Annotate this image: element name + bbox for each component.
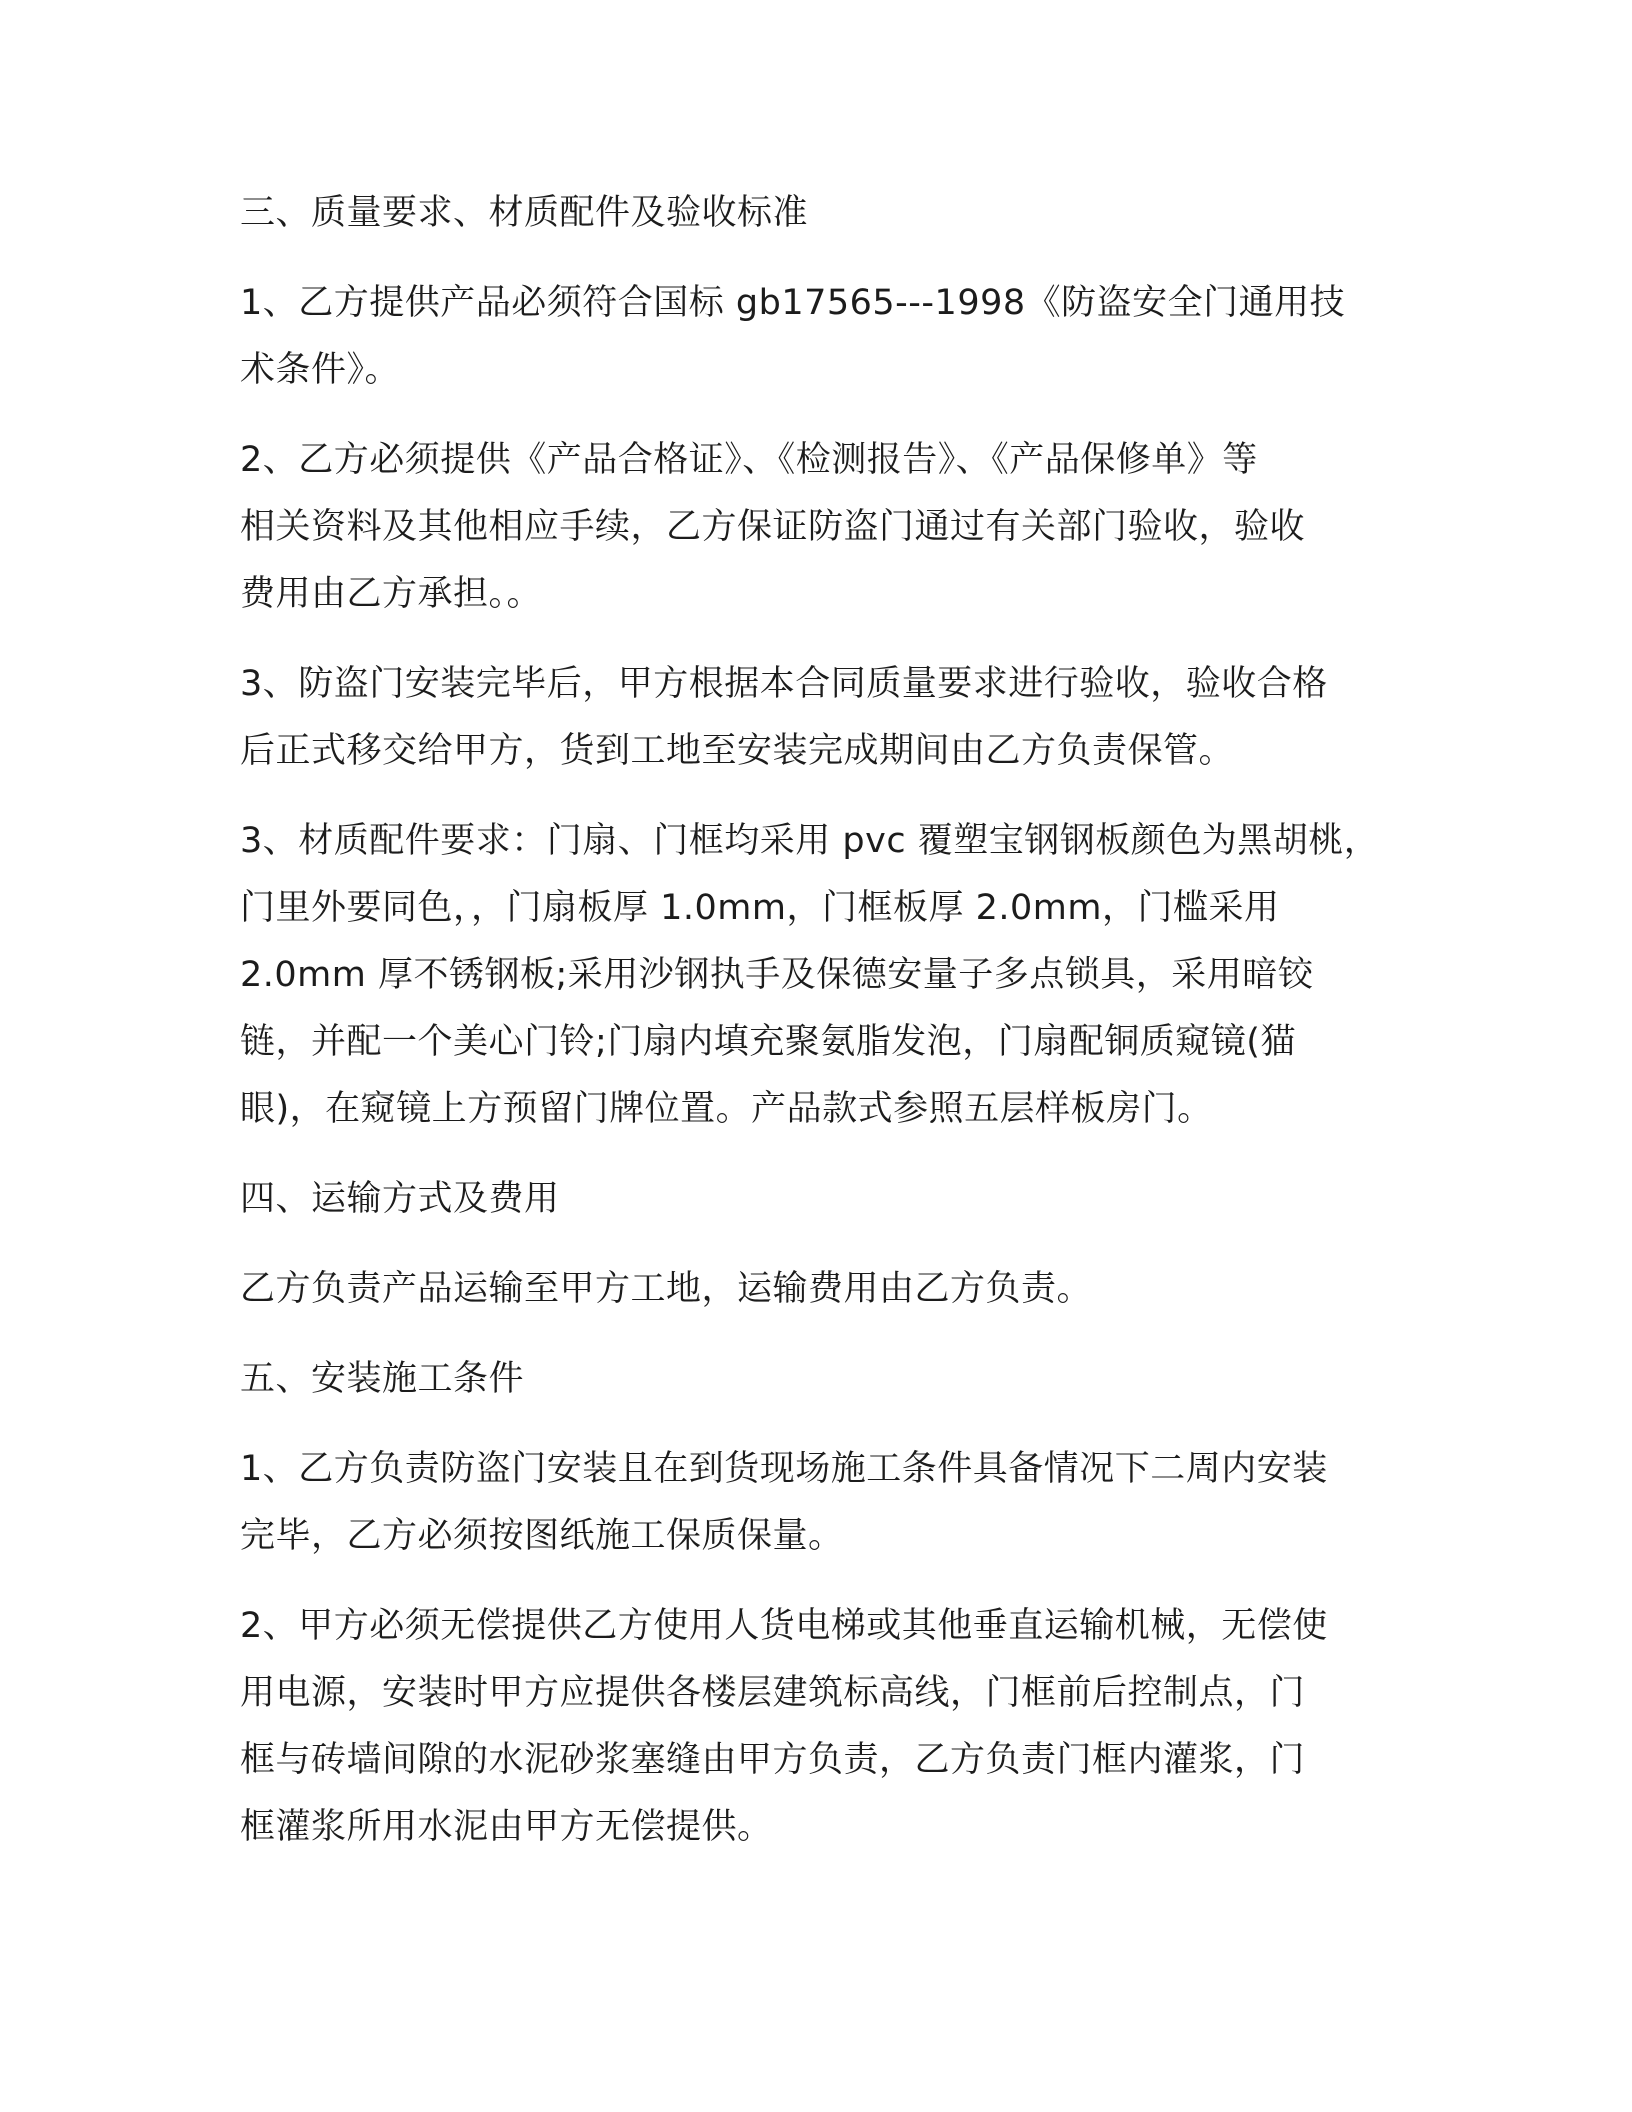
section-heading-quality: [240, 180, 1420, 247]
text-line: 眼)，在窥镜上方预留门牌位置。产品款式参照五层样板房门。: [240, 1089, 1213, 1129]
text-line: 框与砖墙间隙的水泥砂浆塞缝由甲方负责，乙方负责门框内灌浆，门: [240, 1740, 1306, 1780]
section-heading-transport: [240, 1166, 1420, 1233]
text-line: 五、安装施工条件: [240, 1359, 525, 1399]
text-line: 2.0mm 厚不锈钢板;采用沙钢执手及保德安量子多点锁具，采用暗铰: [240, 955, 1314, 995]
text-line: 框灌浆所用水泥由甲方无偿提供。: [240, 1807, 773, 1847]
section-heading-installation: [240, 1346, 1420, 1413]
text-line: 后正式移交给甲方，货到工地至安装完成期间由乙方负责保管。: [240, 731, 1235, 771]
document-body: [240, 180, 1420, 1884]
paragraph-installation-item-1: [240, 1436, 1420, 1570]
text-line: 乙方负责产品运输至甲方工地，运输费用由乙方负责。: [240, 1269, 1093, 1309]
paragraph-quality-item-1: [240, 270, 1420, 404]
paragraph-quality-item-2: [240, 427, 1420, 628]
text-line: 1、乙方负责防盗门安装且在到货现场施工条件具备情况下二周内安装: [240, 1449, 1328, 1489]
text-line: 链，并配一个美心门铃;门扇内填充聚氨脂发泡，门扇配铜质窥镜(猫: [240, 1022, 1296, 1062]
paragraph-material-requirements: [240, 808, 1420, 1143]
text-line: 费用由乙方承担。。: [240, 574, 543, 614]
text-line: 术条件》。: [240, 350, 401, 390]
text-line: 3、防盗门安装完毕后，甲方根据本合同质量要求进行验收，验收合格: [240, 664, 1328, 704]
text-line: 三、质量要求、材质配件及验收标准: [240, 193, 809, 233]
paragraph-quality-item-3: [240, 651, 1420, 785]
text-line: 四、运输方式及费用: [240, 1179, 560, 1219]
text-line: 门里外要同色，，门扇板厚 1.0mm，门框板厚 2.0mm，门槛采用: [240, 888, 1280, 928]
text-line: 用电源，安装时甲方应提供各楼层建筑标高线，门框前后控制点，门: [240, 1673, 1306, 1713]
text-line: 1、乙方提供产品必须符合国标 gb17565---1998《防盗安全门通用技: [240, 283, 1346, 323]
text-line: 2、甲方必须无偿提供乙方使用人货电梯或其他垂直运输机械，无偿使: [240, 1606, 1328, 1646]
text-line: 3、材质配件要求：门扇、门框均采用 pvc 覆塑宝钢钢板颜色为黑胡桃，: [240, 821, 1380, 861]
text-line: 2、乙方必须提供《产品合格证》、《检测报告》、《产品保修单》等: [240, 440, 1258, 480]
text-line: 相关资料及其他相应手续，乙方保证防盗门通过有关部门验收，验收: [240, 507, 1306, 547]
paragraph-installation-item-2: [240, 1593, 1420, 1861]
paragraph-transport: [240, 1256, 1420, 1323]
text-line: 完毕，乙方必须按图纸施工保质保量。: [240, 1516, 844, 1556]
